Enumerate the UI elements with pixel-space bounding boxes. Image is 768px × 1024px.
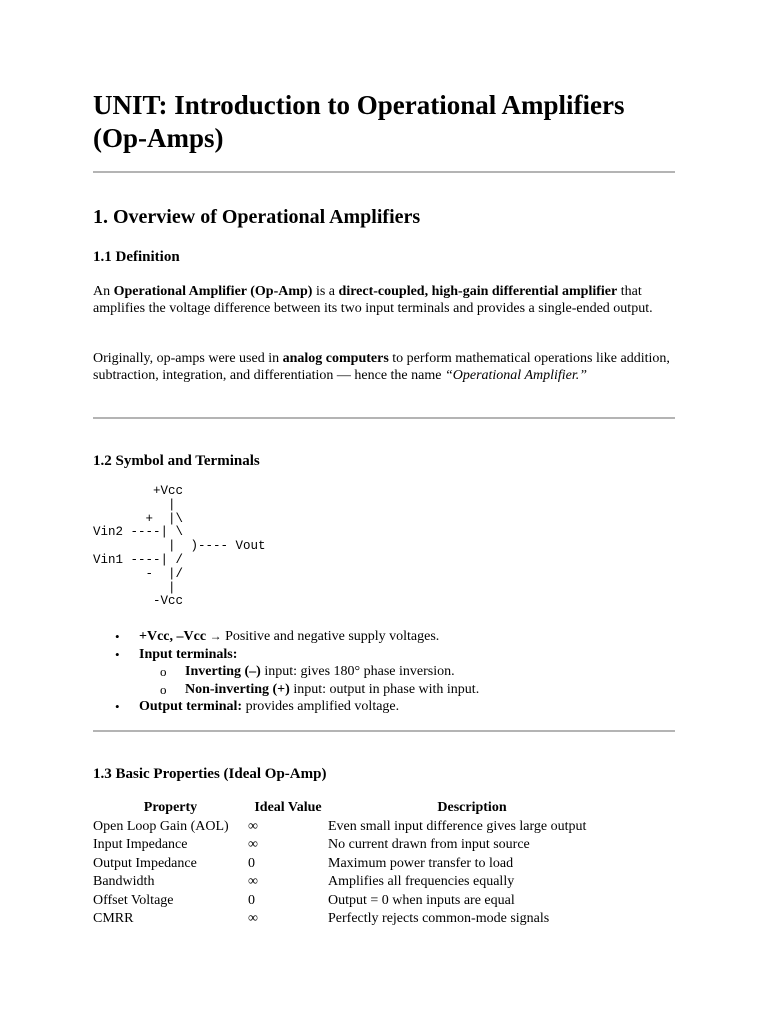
- cell-ideal: 0: [248, 892, 255, 908]
- cell-ideal: ∞: [248, 911, 258, 926]
- output-label: Output terminal:: [139, 699, 243, 714]
- history-term-analog-computers: analog computers: [282, 351, 389, 366]
- cell-property: Open Loop Gain (AOL): [93, 818, 229, 834]
- table-row: [93, 873, 616, 892]
- list-item-supply: [93, 628, 675, 646]
- divider-1: [93, 171, 675, 173]
- arrow-right-icon: →: [209, 629, 222, 643]
- sublist-item-noninverting: [138, 681, 675, 699]
- header-ideal-value: Ideal Value: [254, 800, 322, 815]
- cell-ideal: ∞: [248, 837, 258, 852]
- inverting-text: input: gives 180° phase inversion.: [260, 664, 455, 679]
- sublist-item-inverting: [138, 663, 675, 681]
- definition-text-1: An: [93, 284, 114, 299]
- table-row: [93, 855, 616, 874]
- supply-label: +Vcc, –Vcc: [139, 629, 207, 644]
- cell-description: Output = 0 when inputs are equal: [328, 892, 515, 908]
- list-item-inputs: [93, 646, 675, 699]
- cell-ideal: ∞: [248, 818, 258, 834]
- cell-property: CMRR: [93, 911, 134, 926]
- history-paragraph: [93, 350, 675, 384]
- divider-3: [93, 730, 675, 732]
- inputs-sublist: [139, 663, 675, 698]
- terminals-list: [93, 628, 675, 716]
- list-item-output: [93, 698, 675, 716]
- cell-description: Amplifies all frequencies equally: [328, 874, 515, 889]
- cell-property: Bandwidth: [93, 874, 155, 889]
- cell-ideal: 0: [248, 855, 255, 871]
- noninverting-text: input: output in phase with input.: [289, 681, 480, 697]
- cell-description: No current drawn from input source: [328, 837, 530, 852]
- noninverting-label: Non-inverting (+): [185, 681, 290, 697]
- history-text-1: Originally, op-amps were used in: [93, 351, 283, 366]
- page-title: UNIT: Introduction to Operational Amplifiers (Op-Amps): [93, 90, 625, 153]
- subsection-heading-definition: 1.1 Definition: [93, 249, 180, 265]
- supply-text: Positive and negative supply voltages.: [225, 629, 440, 644]
- output-text: provides amplified voltage.: [242, 699, 400, 714]
- cell-property: Output Impedance: [93, 855, 197, 871]
- header-property: Property: [143, 800, 198, 815]
- cell-property: Input Impedance: [93, 837, 188, 852]
- subsection-heading-symbol: 1.2 Symbol and Terminals: [93, 453, 260, 469]
- divider-2: [93, 417, 675, 419]
- history-quote: “Operational Amplifier.”: [444, 368, 588, 383]
- properties-table: [93, 799, 616, 929]
- table-row: [93, 818, 616, 837]
- table-row: [93, 836, 616, 855]
- definition-term-opamp: Operational Amplifier (Op-Amp): [113, 284, 313, 299]
- table-row: [93, 910, 616, 929]
- table-row: [93, 892, 616, 911]
- definition-text-3: that amplifies the voltage difference between its two input terminals and provides a single-ended output.: [93, 284, 653, 316]
- cell-ideal: ∞: [248, 874, 258, 889]
- section-heading-overview: 1. Overview of Operational Amplifiers: [93, 206, 421, 228]
- opamp-symbol-diagram: +Vcc | + |\ Vin2 ----| \ | )---- Vout Vin1 ----| / - |/ | -Vcc: [93, 484, 266, 609]
- header-description: Description: [437, 800, 507, 815]
- cell-description: Perfectly rejects common-mode signals: [328, 911, 550, 926]
- subsection-heading-properties: 1.3 Basic Properties (Ideal Op-Amp): [93, 766, 327, 782]
- table-header-row: [93, 799, 616, 818]
- inputs-label: Input terminals:: [139, 646, 238, 662]
- inverting-label: Inverting (–): [185, 664, 261, 679]
- cell-description: Maximum power transfer to load: [328, 855, 514, 871]
- cell-description: Even small input difference gives large output: [328, 818, 587, 834]
- definition-paragraph: [93, 283, 675, 317]
- history-text-2: to perform mathematical operations like addition, subtraction, integration, and differentiation — hence the name: [93, 351, 670, 383]
- definition-text-2: is a: [312, 284, 339, 299]
- cell-property: Offset Voltage: [93, 892, 174, 908]
- definition-term-amplifier: direct-coupled, high-gain differential amplifier: [338, 284, 618, 299]
